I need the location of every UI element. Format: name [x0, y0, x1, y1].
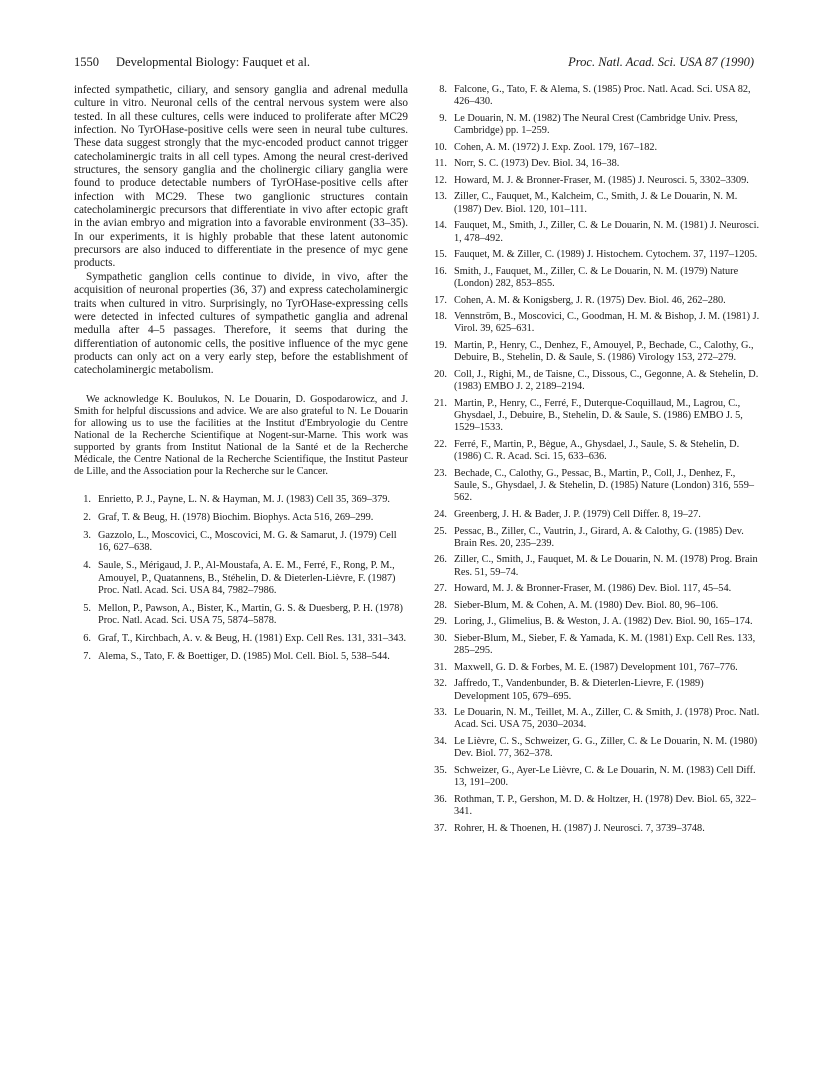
reference-number: 28.	[434, 599, 447, 611]
reference-number: 16.	[434, 265, 447, 277]
reference-item	[430, 439, 760, 464]
reference-text: Cohen, A. M. (1972) J. Exp. Zool. 179, 167–182.	[454, 141, 658, 153]
reference-number: 32.	[434, 678, 447, 690]
reference-number: 21.	[434, 397, 447, 409]
reference-text: Loring, J., Glimelius, B. & Weston, J. A. (1982) Dev. Biol. 90, 165–174.	[454, 616, 753, 628]
reference-item	[430, 509, 760, 521]
reference-item	[430, 398, 760, 435]
reference-number: 3.	[83, 530, 91, 542]
reference-number: 6.	[83, 633, 91, 645]
reference-text: Sieber-Blum, M. & Cohen, A. M. (1980) Dev. Biol. 80, 96–106.	[454, 599, 719, 611]
reference-number: 25.	[434, 525, 447, 537]
reference-item	[430, 84, 760, 109]
reference-text: Vennström, B., Moscovici, C., Goodman, H. M. & Bishop, J. M. (1981) J. Virol. 39, 625–631.	[454, 311, 760, 335]
reference-item	[430, 311, 760, 336]
reference-number: 24.	[434, 508, 447, 520]
reference-item	[430, 616, 760, 628]
reference-number: 12.	[434, 174, 447, 186]
reference-item	[430, 678, 760, 703]
reference-text: Smith, J., Fauquet, M., Ziller, C. & Le Douarin, N. M. (1979) Nature (London) 282, 853–855.	[454, 265, 739, 289]
reference-text: Ziller, C., Smith, J., Fauquet, M. & Le Douarin, N. M. (1978) Prog. Brain Res. 51, 59–74.	[454, 554, 758, 578]
reference-text: Ziller, C., Fauquet, M., Kalcheim, C., Smith, J. & Le Douarin, N. M. (1987) Dev. Biol. 120, 101–111.	[454, 191, 738, 215]
acknowledgment: We acknowledge K. Boulukos, N. Le Douarin, D. Gospodarowicz, and J. Smith for helpful discussions and advice. We are also grateful to N. Le Douarin for allowing us to use the facilities at the Institut d'Embryologie du Centre National de la Recherche Scientifique at Nogent-sur-Marne. This work was supported by grants from Institut National de la Santé et de la Recherche Médicale, the Centre National de la Recherche Scientifique, the Institut Pasteur de Lille, and the Association pour la Recherche sur le Cancer.	[74, 393, 408, 478]
reference-text: Martin, P., Henry, C., Denhez, F., Amouyel, P., Bechade, C., Calothy, G., Debuire, B., Stehelin, D. & Saule, S. (1986) Virology 153, 272–279.	[454, 339, 754, 364]
reference-number: 30.	[434, 632, 447, 644]
reference-item	[430, 823, 760, 835]
reference-number: 10.	[434, 141, 447, 153]
reference-text: Greenberg, J. H. & Bader, J. P. (1979) Cell Differ. 8, 19–27.	[454, 508, 701, 520]
reference-text: Martin, P., Henry, C., Ferré, F., Duterque-Coquillaud, M., Lagrou, C., Ghysdael, J., Debuire, B., Stehelin, D. & Saule, S. (1986) EMBO J. 5, 1529–1533.	[454, 397, 743, 434]
reference-text: Graf, T. & Beug, H. (1978) Biochim. Biophys. Acta 516, 269–299.	[98, 512, 374, 524]
reference-number: 14.	[434, 220, 447, 232]
reference-item	[430, 142, 760, 154]
reference-number: 26.	[434, 554, 447, 566]
reference-text: Saule, S., Mérigaud, J. P., Al-Moustafa, A. E. M., Ferré, F., Rong, P. M., Amouyel, P., Quatannens, B., Stéhelin, D. & Dieterlen-Lièvre, F. (1987) Proc. Natl. Acad. Sci. USA 84, 7982–7986.	[98, 560, 396, 597]
reference-item	[430, 369, 760, 394]
reference-text: Fauquet, M., Smith, J., Ziller, C. & Le Douarin, N. M. (1981) J. Neurosci. 1, 478–492.	[454, 220, 760, 244]
reference-text: Rothman, T. P., Gershon, M. D. & Holtzer, H. (1978) Dev. Biol. 65, 322–341.	[454, 793, 756, 818]
reference-text: Norr, S. C. (1973) Dev. Biol. 34, 16–38.	[454, 158, 620, 170]
reference-item	[430, 794, 760, 819]
reference-text: Coll, J., Righi, M., de Taisne, C., Dissous, C., Gegonne, A. & Stehelin, D. (1983) EMBO J. 2, 2189–2194.	[454, 368, 759, 393]
reference-number: 18.	[434, 311, 447, 323]
left-column	[74, 84, 408, 669]
reference-item	[74, 512, 408, 524]
reference-item	[430, 554, 760, 579]
section-title: Developmental Biology: Fauquet et al.	[116, 55, 311, 69]
reference-item	[430, 707, 760, 732]
reference-item	[430, 249, 760, 261]
reference-text: Cohen, A. M. & Konigsberg, J. R. (1975) Dev. Biol. 46, 262–280.	[454, 294, 726, 306]
reference-item	[430, 340, 760, 365]
reference-item	[430, 220, 760, 245]
reference-text: Graf, T., Kirchbach, A. v. & Beug, H. (1981) Exp. Cell Res. 131, 331–343.	[98, 633, 407, 645]
reference-number: 13.	[434, 191, 447, 203]
reference-text: Le Douarin, N. M. (1982) The Neural Crest (Cambridge Univ. Press, Cambridge) pp. 1–259.	[454, 112, 738, 137]
running-header	[74, 55, 754, 71]
reference-text: Sieber-Blum, M., Sieber, F. & Yamada, K. M. (1981) Exp. Cell Res. 133, 285–295.	[454, 632, 756, 657]
reference-item	[430, 736, 760, 761]
body-paragraph: Sympathetic ganglion cells continue to divide, in vivo, after the acquisition of neuronal properties (36, 37) and express catecholaminergic traits when cultured in vitro. Surprisingly, no TyrOHase-expressing cells were detected in infected cultures of sympathetic ganglia and adrenal medulla after 4–5 passages. Therefore, it seems that during the differentiation of autonomic cells, the positive influence of the myc gene products can only act on a very early step, before the establishment of catecholaminergic metabolism.	[74, 270, 408, 377]
reference-text: Fauquet, M. & Ziller, C. (1989) J. Histochem. Cytochem. 37, 1197–1205.	[454, 249, 758, 261]
reference-number: 4.	[83, 560, 91, 572]
reference-text: Mellon, P., Pawson, A., Bister, K., Martin, G. S. & Duesberg, P. H. (1978) Proc. Natl. Acad. Sci. USA 75, 5874–5878.	[98, 603, 403, 627]
reference-item	[430, 526, 760, 551]
reference-item	[74, 603, 408, 628]
reference-list-left	[74, 494, 408, 663]
reference-number: 34.	[434, 736, 447, 747]
reference-number: 2.	[83, 512, 91, 524]
reference-number: 35.	[434, 764, 447, 776]
reference-number: 19.	[434, 339, 447, 351]
reference-number: 17.	[434, 294, 447, 306]
reference-item	[74, 633, 408, 645]
reference-number: 36.	[434, 793, 447, 805]
reference-item	[430, 266, 760, 291]
reference-item	[430, 583, 760, 595]
reference-item	[74, 651, 408, 663]
reference-number: 22.	[434, 438, 447, 450]
reference-text: Bechade, C., Calothy, G., Pessac, B., Martin, P., Coll, J., Denhez, F., Saule, S., Ghysdael, J. & Stehelin, D. (1985) Nature (London) 316, 559–562.	[454, 467, 754, 504]
reference-text: Pessac, B., Ziller, C., Vautrin, J., Girard, A. & Calothy, G. (1985) Dev. Brain Res. 20, 235–239.	[454, 525, 744, 549]
reference-number: 23.	[434, 467, 447, 479]
reference-list-right	[430, 84, 760, 835]
reference-text: Le Lièvre, C. S., Schweizer, G. G., Ziller, C. & Le Douarin, N. M. (1980) Dev. Biol. 77, 362–378.	[454, 736, 758, 760]
reference-item	[430, 765, 760, 790]
page-number: 1550	[74, 55, 99, 69]
reference-number: 9.	[439, 112, 447, 124]
reference-text: Falcone, G., Tato, F. & Alema, S. (1985) Proc. Natl. Acad. Sci. USA 82, 426–430.	[454, 84, 751, 108]
reference-item	[430, 600, 760, 612]
reference-number: 7.	[83, 651, 91, 663]
reference-number: 15.	[434, 249, 447, 261]
reference-item	[74, 494, 408, 506]
reference-text: Ferré, F., Martin, P., Bègue, A., Ghysdael, J., Saule, S. & Stehelin, D. (1986) C. R. Acad. Sci. 15, 633–636.	[454, 438, 740, 463]
reference-item	[430, 158, 760, 170]
reference-number: 31.	[434, 661, 447, 673]
reference-item	[430, 295, 760, 307]
journal-citation: Proc. Natl. Acad. Sci. USA 87 (1990)	[568, 55, 754, 69]
reference-text: Alema, S., Tato, F. & Boettiger, D. (1985) Mol. Cell. Biol. 5, 538–544.	[98, 651, 390, 663]
reference-text: Jaffredo, T., Vandenbunder, B. & Dieterlen-Lievre, F. (1989) Development 105, 679–695.	[454, 678, 704, 702]
reference-number: 37.	[434, 822, 447, 834]
reference-number: 33.	[434, 707, 447, 719]
right-column	[430, 84, 760, 839]
reference-item	[430, 662, 760, 674]
reference-number: 5.	[83, 603, 91, 614]
reference-item	[74, 530, 408, 555]
reference-text: Howard, M. J. & Bronner-Fraser, M. (1986) Dev. Biol. 117, 45–54.	[454, 583, 732, 595]
reference-item	[74, 560, 408, 597]
reference-text: Le Douarin, N. M., Teillet, M. A., Ziller, C. & Smith, J. (1978) Proc. Natl. Acad. Sci. USA 75, 2030–2034.	[454, 707, 760, 731]
reference-text: Schweizer, G., Ayer-Le Lièvre, C. & Le Douarin, N. M. (1983) Cell Diff. 13, 191–200.	[454, 764, 756, 789]
reference-item	[430, 468, 760, 505]
reference-text: Enrietto, P. J., Payne, L. N. & Hayman, M. J. (1983) Cell 35, 369–379.	[98, 494, 391, 506]
reference-item	[430, 113, 760, 138]
reference-item	[430, 191, 760, 216]
reference-number: 11.	[434, 158, 447, 170]
reference-item	[430, 175, 760, 187]
reference-number: 20.	[434, 368, 447, 380]
reference-text: Howard, M. J. & Bronner-Fraser, M. (1985) J. Neurosci. 5, 3302–3309.	[454, 174, 749, 186]
reference-text: Gazzolo, L., Moscovici, C., Moscovici, M. G. & Samarut, J. (1979) Cell 16, 627–638.	[98, 530, 397, 554]
reference-number: 27.	[434, 583, 447, 595]
reference-text: Rohrer, H. & Thoenen, H. (1987) J. Neurosci. 7, 3739–3748.	[454, 822, 705, 834]
reference-text: Maxwell, G. D. & Forbes, M. E. (1987) Development 101, 767–776.	[454, 661, 738, 673]
reference-number: 29.	[434, 616, 447, 628]
reference-number: 8.	[439, 84, 447, 95]
reference-item	[430, 633, 760, 658]
body-paragraph: infected sympathetic, ciliary, and sensory ganglia and adrenal medulla culture in vitro. Neuronal cells of the central nervous system were also tested. In all these cultures, cells were induced to proliferate after MC29 infection. No TyrOHase-positive cells were seen in neural tube cultures. These data suggest strongly that the myc-encoded product cannot trigger catecholaminergic traits in all cell types. Among the neural crest-derived structures, the sensory ganglia and the cholinergic ciliary ganglia were found to produce detectable numbers of TyrOHase-positive cells after infection with MC29. These two ganglionic structures contain catecholaminergic precursors that differentiate in vivo after ectopic graft in the avian embryo and migration into a favorable environment (33–35). In our experiments, it is highly probable that these latent autonomic precursors are also induced to differentiate in the presence of myc gene products.	[74, 84, 408, 270]
reference-number: 1.	[83, 494, 91, 506]
